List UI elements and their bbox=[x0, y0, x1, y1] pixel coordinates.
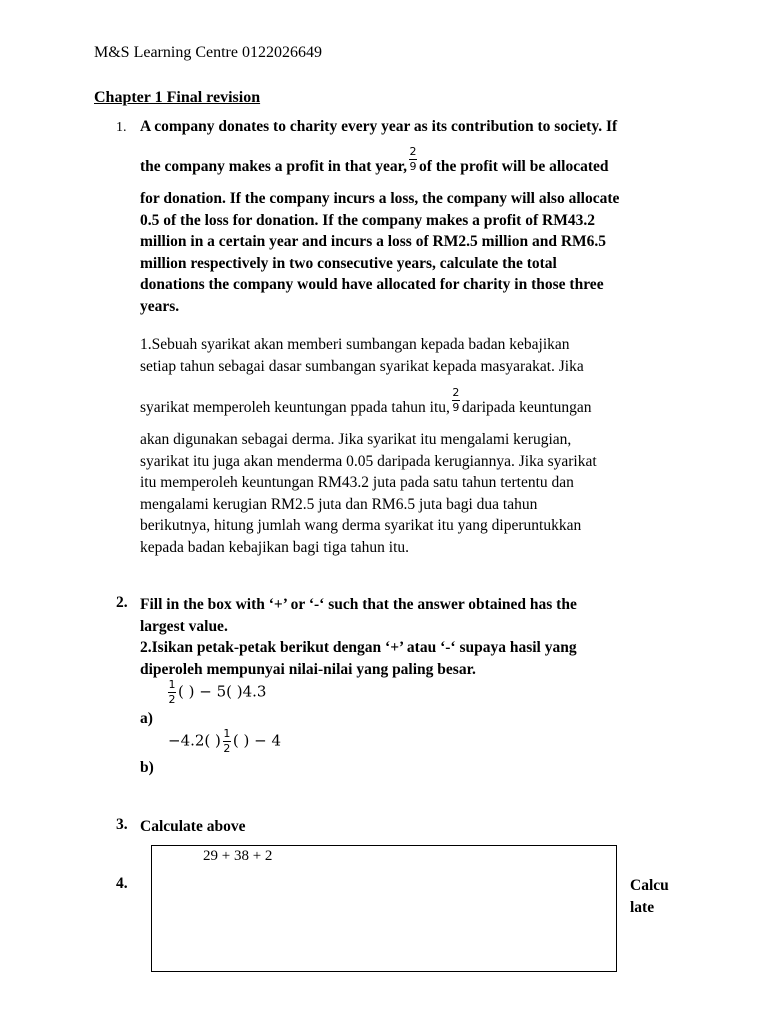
q1-number: 1. bbox=[116, 120, 127, 135]
frac-den: 9 bbox=[409, 160, 417, 173]
q2b-expression bbox=[168, 728, 281, 755]
q1-ms-line: syarikat itu juga akan menderma 0.05 daripada kerugiannya. Jika syarikat bbox=[140, 452, 597, 470]
q1-ms-line: berikutnya, hitung jumlah wang derma syarikat itu yang diperuntukkan bbox=[140, 517, 582, 534]
fraction-two-ninths bbox=[409, 146, 417, 173]
frac-den: 9 bbox=[452, 401, 460, 414]
q1-ms-line: setiap tahun sebagai dasar sumbangan syarikat kepada masyarakat. Jika bbox=[140, 357, 584, 375]
q2b-expr-post: ( ) − 4 bbox=[232, 731, 282, 750]
fraction-one-half bbox=[168, 679, 176, 706]
q1-ms-line: akan digunakan sebagai derma. Jika syarikat itu mengalami kerugian, bbox=[140, 431, 572, 448]
q1-en-line: donations the company would have allocated for charity in those three bbox=[140, 276, 604, 293]
frac-num: 1 bbox=[223, 727, 231, 740]
frac-den: 2 bbox=[168, 693, 176, 706]
box-expression: 29 + 38 + 2 bbox=[203, 848, 273, 864]
q1-en-line: million in a certain year and incurs a loss of RM2.5 million and RM6.5 bbox=[140, 233, 607, 250]
q1-en-line: A company donates to charity every year as its contribution to society. If bbox=[140, 118, 618, 135]
q2b-expr-pre: −4.2( ) bbox=[168, 731, 221, 750]
q1-en-line: of the profit will be allocated bbox=[418, 158, 609, 176]
q4-side-line: late bbox=[630, 898, 655, 916]
q2a-expression bbox=[166, 679, 266, 706]
frac-num: 2 bbox=[452, 386, 460, 399]
q1-english-rest bbox=[140, 188, 619, 317]
q2a-expr-text: ( ) − 5( )4.3 bbox=[178, 682, 267, 701]
q1-en-line: the company makes a profit in that year, bbox=[140, 158, 407, 176]
q1-malay-rest bbox=[140, 429, 597, 558]
q1-english-line2 bbox=[140, 145, 609, 181]
frac-num: 2 bbox=[409, 145, 417, 158]
frac-num: 1 bbox=[168, 678, 176, 691]
q2-text bbox=[140, 594, 577, 680]
q2a-label: a) bbox=[140, 710, 153, 727]
q3-number: 3. bbox=[116, 816, 128, 833]
q2-line: Fill in the box with ‘+’ or ‘-‘ such that the answer obtained has the bbox=[140, 596, 577, 613]
q4-number: 4. bbox=[116, 875, 128, 892]
q4-side-line: Calcu bbox=[630, 877, 669, 894]
q1-ms-line: mengalami kerugian RM2.5 juta dan RM6.5 juta bagi dua tahun bbox=[140, 495, 538, 513]
q1-en-line: million respectively in two consecutive years, calculate the total bbox=[140, 254, 557, 272]
q2-number: 2. bbox=[116, 594, 128, 611]
frac-den: 2 bbox=[223, 742, 231, 755]
fraction-one-half bbox=[223, 728, 231, 755]
q2b-label: b) bbox=[140, 759, 154, 776]
chapter-title: Chapter 1 Final revision bbox=[94, 89, 261, 106]
q2-line: largest value. bbox=[140, 617, 228, 635]
q1-malay-text bbox=[140, 334, 584, 377]
q1-en-line: years. bbox=[140, 297, 180, 315]
q1-en-line: 0.5 of the loss for donation. If the company makes a profit of RM43.2 bbox=[140, 211, 595, 229]
q3-text: Calculate above bbox=[140, 818, 246, 835]
q1-english-text bbox=[140, 116, 617, 138]
q1-ms-line: itu memperoleh keuntungan RM43.2 juta pada satu tahun tertentu dan bbox=[140, 474, 574, 491]
q1-ms-line: 1.Sebuah syarikat akan memberi sumbangan kepada badan kebajikan bbox=[140, 336, 570, 353]
q2-line: 2.Isikan petak-petak berikut dengan ‘+’ atau ‘-‘ supaya hasil yang bbox=[140, 639, 577, 656]
q1-ms-line: syarikat memperoleh keuntungan ppada tahun itu, bbox=[140, 399, 450, 417]
q1-ms-line: kepada badan kebajikan bagi tiga tahun itu. bbox=[140, 538, 410, 556]
q1-en-line: for donation. If the company incurs a loss, the company will also allocate bbox=[140, 190, 620, 207]
header-title: M&S Learning Centre 0122026649 bbox=[94, 44, 322, 61]
q1-ms-line: daripada keuntungan bbox=[461, 399, 592, 417]
q4-side-text bbox=[630, 875, 669, 918]
q2-line: diperoleh mempunyai nilai-nilai yang paling besar. bbox=[140, 660, 476, 678]
q1-malay-line3 bbox=[140, 386, 592, 422]
fraction-two-ninths bbox=[452, 387, 460, 414]
